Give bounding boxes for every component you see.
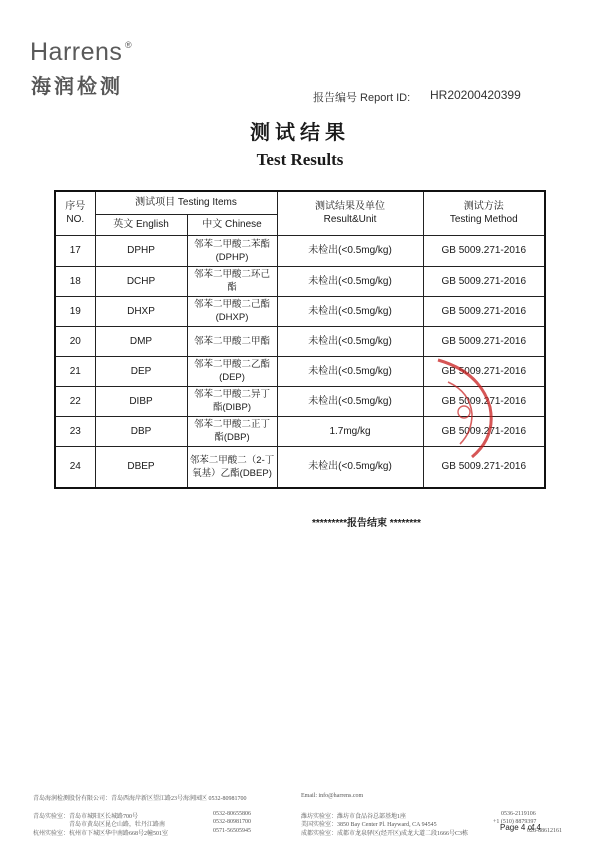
header-result-en: Result&Unit [323, 214, 377, 226]
footer-lab-us-phone: +1 (510) 8879397 [493, 819, 537, 825]
header-no-cn: 序号 [65, 201, 86, 213]
cell-result: 未检出(<0.5mg/kg) [277, 296, 423, 326]
footer-company: 青岛海润检测股份有限公司：青岛西海岸新区望江路23号海润园区 0532-80981700 [33, 796, 247, 802]
cell-chinese: 邻苯二甲酸二苯酯(DPHP) [187, 235, 277, 266]
cell-result: 未检出(<0.5mg/kg) [277, 446, 423, 488]
company-logo-text: Harrens [30, 38, 123, 66]
cell-no: 23 [55, 416, 95, 446]
table-header-row [55, 191, 545, 214]
cell-chinese: 邻苯二甲酸二异丁酯(DIBP) [187, 386, 277, 416]
header-no [55, 191, 95, 235]
footer-lab-hangzhou: 杭州实验室：杭州市下城区华中南路668号2幢501室 [33, 831, 169, 837]
footer-lab-chengdu-phone: 028-88612161 [527, 828, 562, 834]
cell-result: 未检出(<0.5mg/kg) [277, 266, 423, 296]
cell-chinese: 邻苯二甲酸二乙酯(DEP) [187, 356, 277, 386]
cell-english: DPHP [95, 235, 187, 266]
footer-lab-hangzhou-phone: 0571-56505945 [213, 828, 251, 834]
cell-method: GB 5009.271-2016 [423, 296, 545, 326]
header-chinese: 中文 Chinese [187, 214, 277, 235]
cell-english: DHXP [95, 296, 187, 326]
header-result [277, 191, 423, 235]
cell-english: DMP [95, 326, 187, 356]
cell-english: DBEP [95, 446, 187, 488]
header-method-en: Testing Method [449, 214, 518, 226]
table-row [55, 416, 545, 446]
header-english: 英文 English [95, 214, 187, 235]
cell-method: GB 5009.271-2016 [423, 235, 545, 266]
table-row [55, 235, 545, 266]
footer-lab-chengdu: 成都实验室：成都市龙泉驿区(经开区)成龙大道二段1666号C3栋 [301, 831, 468, 837]
footer-lab-weifang: 潍坊实验室：潍坊市食品谷总部基地1座 [301, 814, 407, 820]
cell-english: DIBP [95, 386, 187, 416]
company-logo-chinese: 海润检测 [31, 76, 123, 98]
cell-no: 18 [55, 266, 95, 296]
cell-method: GB 5009.271-2016 [423, 446, 545, 488]
registered-mark: ® [125, 40, 132, 50]
header-testing-items: 测试项目 Testing Items [95, 191, 277, 214]
page-title-chinese: 测试结果 [250, 122, 350, 144]
footer-email: Email: info@harrens.com [301, 793, 364, 799]
cell-method: GB 5009.271-2016 [423, 326, 545, 356]
header-method-cn: 测试方法 [463, 201, 504, 213]
cell-no: 24 [55, 446, 95, 488]
cell-no: 19 [55, 296, 95, 326]
cell-method: GB 5009.271-2016 [423, 386, 545, 416]
header-no-en: NO. [66, 214, 85, 226]
table-row [55, 296, 545, 326]
page-title-english: Test Results [256, 150, 344, 169]
footer-lab-qingdao: 青岛实验室：青岛市城阳区长城路700号 [33, 814, 139, 820]
cell-english: DEP [95, 356, 187, 386]
cell-no: 21 [55, 356, 95, 386]
cell-no: 17 [55, 235, 95, 266]
table-row [55, 386, 545, 416]
header-method [423, 191, 545, 235]
footer-lab-us: 美国实验室：3850 Bay Center Pl. Hayward, CA 94545 [301, 822, 437, 828]
cell-chinese: 邻苯二甲酸二正丁酯(DBP) [187, 416, 277, 446]
footer-lab-weifang-phone: 0536-2119106 [501, 811, 536, 817]
footer-lab-qingdao-phone: 0532-80655806 [213, 811, 251, 817]
cell-english: DCHP [95, 266, 187, 296]
footer-lab-huangdao: 青岛市黄岛区昆仑山路，牡丹江路南 [69, 822, 166, 828]
cell-english: DBP [95, 416, 187, 446]
cell-result: 未检出(<0.5mg/kg) [277, 356, 423, 386]
table-row [55, 326, 545, 356]
cell-chinese: 邻苯二甲酸二己酯(DHXP) [187, 296, 277, 326]
results-table [54, 190, 546, 489]
cell-result: 未检出(<0.5mg/kg) [277, 386, 423, 416]
table-row [55, 446, 545, 488]
table-row [55, 266, 545, 296]
report-id-value: HR20200420399 [430, 88, 521, 102]
cell-method: GB 5009.271-2016 [423, 356, 545, 386]
cell-result: 1.7mg/kg [277, 416, 423, 446]
cell-no: 20 [55, 326, 95, 356]
report-id [313, 88, 521, 105]
page-number: Page 4 of 4 [500, 823, 541, 832]
cell-no: 22 [55, 386, 95, 416]
cell-method: GB 5009.271-2016 [423, 416, 545, 446]
cell-chinese: 邻苯二甲酸二（2-丁氧基）乙酯(DBEP) [187, 446, 277, 488]
cell-method: GB 5009.271-2016 [423, 266, 545, 296]
cell-chinese: 邻苯二甲酸二环己酯 [187, 266, 277, 296]
report-end-note: *********报告结束 ******** [312, 518, 421, 529]
footer-lab-huangdao-phone: 0532-80981700 [213, 819, 251, 825]
cell-chinese: 邻苯二甲酸二甲酯 [187, 326, 277, 356]
table-row [55, 356, 545, 386]
report-id-label: 报告编号 Report ID: [313, 92, 411, 104]
cell-result: 未检出(<0.5mg/kg) [277, 235, 423, 266]
header-result-cn: 测试结果及单位 [315, 201, 386, 213]
cell-result: 未检出(<0.5mg/kg) [277, 326, 423, 356]
